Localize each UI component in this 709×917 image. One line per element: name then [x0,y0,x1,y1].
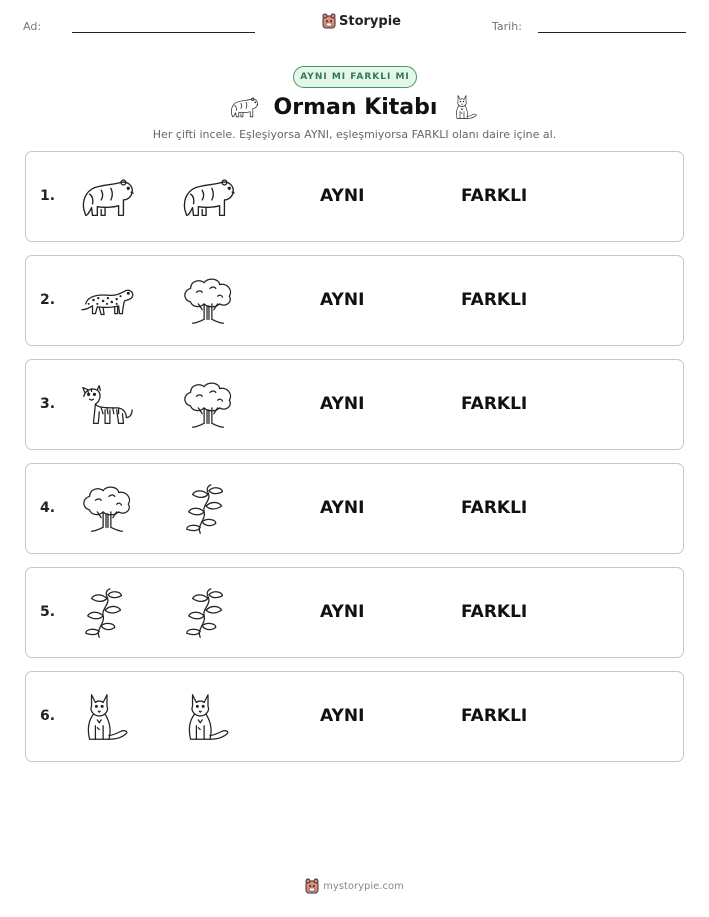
row-number: 1. [40,188,56,204]
same-option[interactable]: AYNI [320,498,365,518]
tree-icon [179,274,237,328]
same-option[interactable]: AYNI [320,706,365,726]
instruction-text: Her çifti incele. Eşleşiyorsa AYNI, eşleşmiyorsa FARKLI olanı daire içine al. [152,128,557,141]
row-number: 6. [40,708,56,724]
same-option[interactable]: AYNI [320,290,365,310]
footer [0,878,709,894]
exercise-row [25,567,684,658]
same-option[interactable]: AYNI [320,602,365,622]
vine-icon [179,482,237,536]
different-option[interactable]: FARKLI [461,186,528,206]
leopard-icon [78,274,136,328]
row-number: 5. [40,604,56,620]
exercise-row [25,671,684,762]
footer-site: mystorypie.com [323,880,404,892]
vine-icon [179,586,237,640]
row-number: 2. [40,292,56,308]
tree-icon [179,378,237,432]
page-title: Orman Kitabı [273,94,438,120]
vine-icon [78,586,136,640]
date-label: Tarih: [492,20,522,33]
exercise-row [25,151,684,242]
brand-name: Storypie [339,13,401,29]
brand [322,13,401,29]
different-option[interactable]: FARKLI [461,706,528,726]
bear-icon [78,170,136,224]
exercise-row [25,463,684,554]
tree-icon [78,482,136,536]
different-option[interactable]: FARKLI [461,498,528,518]
storypie-logo-icon [305,878,319,894]
name-line [72,32,255,33]
different-option[interactable]: FARKLI [461,394,528,414]
wolf-icon [179,690,237,744]
storypie-logo-icon [322,13,336,29]
row-number: 4. [40,500,56,516]
same-option[interactable]: AYNI [320,186,365,206]
different-option[interactable]: FARKLI [461,290,528,310]
exercise-row [25,359,684,450]
title-row [0,90,709,124]
row-number: 3. [40,396,56,412]
tiger-icon [78,378,136,432]
same-option[interactable]: AYNI [320,394,365,414]
wolf-icon [451,91,481,123]
worksheet-type-badge: AYNI MI FARKLI MI [293,66,417,88]
bear-icon [228,93,260,121]
worksheet-header [0,0,709,50]
bear-icon [179,170,237,224]
wolf-icon [78,690,136,744]
date-line [538,32,686,33]
exercise-row [25,255,684,346]
different-option[interactable]: FARKLI [461,602,528,622]
name-label: Ad: [23,20,42,33]
